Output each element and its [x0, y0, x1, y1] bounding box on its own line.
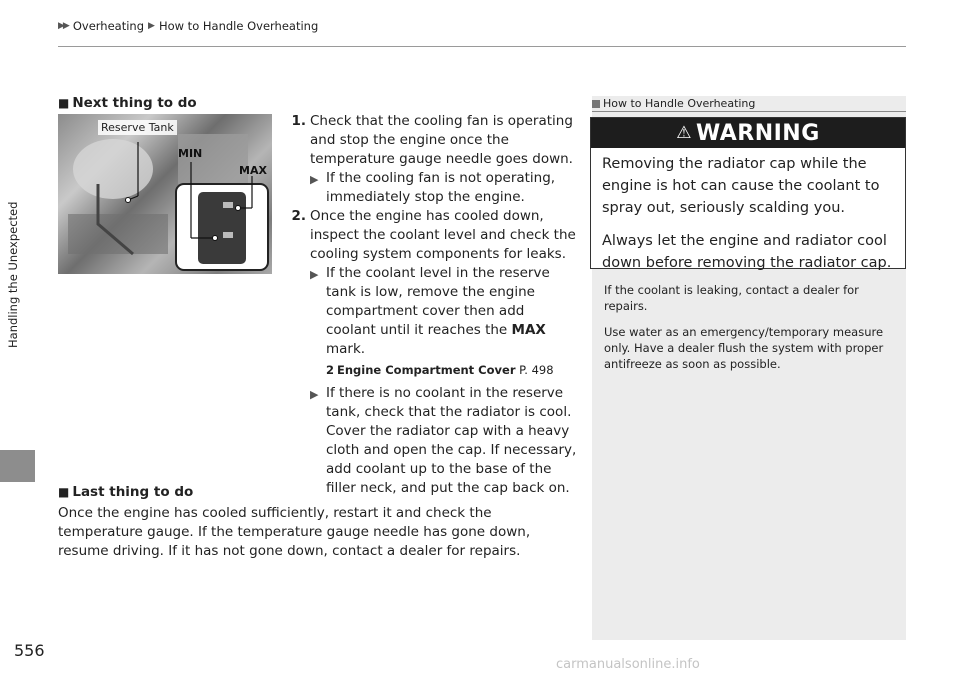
sub-arrow-icon: ▶ [310, 268, 319, 281]
reference-icon: 2 [326, 363, 335, 377]
section-heading-last [58, 484, 193, 500]
engine-photo [58, 114, 272, 274]
step-2 [286, 207, 578, 498]
step-2-sub-1-text: If the coolant level in the reserve tank is low, remove the engine compartment cover then add coolant until it reaches the MAX mark. [326, 265, 550, 357]
breadcrumb [58, 19, 318, 33]
warning-paragraph: Always let the engine and radiator cool down before removing the radiator cap. [602, 233, 892, 271]
arrow-icon: ▶ [148, 21, 155, 31]
warning-text [602, 153, 898, 285]
watermark: carmanualsonline.info [556, 657, 700, 672]
warning-title: WARNING [695, 120, 820, 146]
ref-title: Engine Compartment Cover [337, 363, 516, 377]
breadcrumb-item-overheating[interactable]: Overheating [72, 19, 145, 33]
reserve-tank-label: Reserve Tank [98, 120, 177, 135]
step-2-number: 2. [291, 208, 306, 224]
sidebar-divider [592, 111, 906, 112]
section-heading-last-text: Last thing to do [72, 484, 194, 500]
sub-arrow-icon: ▶ [310, 388, 319, 401]
step-1-sub-1 [310, 169, 578, 207]
sub-arrow-icon: ▶ [310, 173, 319, 186]
max-mark-text: MAX [511, 322, 546, 338]
warning-triangle-icon: ⚠ [676, 123, 692, 143]
sidebar-note: If the coolant is leaking, contact a dealer for repairs. [604, 283, 859, 313]
ref-page: P. 498 [519, 363, 554, 377]
step-1-text: Check that the cooling fan is operating and stop the engine once the temperature gauge needle goes down. [310, 113, 573, 167]
sidebar-heading-text: How to Handle Overheating [603, 97, 756, 110]
sidebar-notes [604, 282, 900, 382]
min-label: MIN [178, 147, 203, 160]
engine-photo-drawing [58, 114, 272, 274]
sidebar-note: Use water as an emergency/temporary measure only. Have a dealer flush the system with proper antifreeze as soon as possible. [604, 325, 884, 371]
step-1-sub-1-text: If the cooling fan is not operating, immediately stop the engine. [326, 170, 556, 205]
warning-bar [591, 118, 905, 148]
engine-cover-ref-link[interactable] [326, 361, 578, 380]
header-divider [58, 46, 906, 47]
step-2-sub-1 [310, 264, 578, 359]
step-1 [286, 112, 578, 207]
warning-paragraph: Removing the radiator cap while the engine is hot can cause the coolant to spray out, seriously scalding you. [602, 156, 880, 216]
sidebar-heading [592, 97, 755, 110]
section-heading-next-text: Next thing to do [72, 95, 197, 111]
steps-list [286, 112, 578, 498]
square-bullet-icon: ■ [58, 96, 70, 110]
last-thing-body: Once the engine has cooled sufficiently, restart it and check the temperature gauge. If the temperature gauge needle has gone down, resume driving. If it has not gone down, contact a dealer for repairs. [58, 505, 531, 559]
step-1-number: 1. [291, 113, 306, 129]
section-heading-next [58, 95, 197, 111]
max-label: MAX [239, 164, 267, 177]
breadcrumb-item-how-to-handle[interactable]: How to Handle Overheating [158, 19, 319, 33]
double-arrow-icon: ▶▶ [58, 21, 68, 31]
page-number: 556 [14, 641, 45, 660]
step-2-sub-2-text: If there is no coolant in the reserve tank, check that the radiator is cool. Cover the radiator cap with a heavy cloth and open the cap. If necessary, add coolant up to the base of the filler neck, and put the cap back on. [326, 385, 577, 496]
square-bullet-icon: ■ [58, 485, 70, 499]
step-2-sub-2 [310, 384, 578, 498]
side-tab-marker [0, 450, 35, 482]
step-2-text: Once the engine has cooled down, inspect the coolant level and check the cooling system components for leaks. [310, 208, 576, 262]
side-tab-label: Handling the Unexpected [6, 201, 20, 349]
note-icon [592, 100, 600, 108]
